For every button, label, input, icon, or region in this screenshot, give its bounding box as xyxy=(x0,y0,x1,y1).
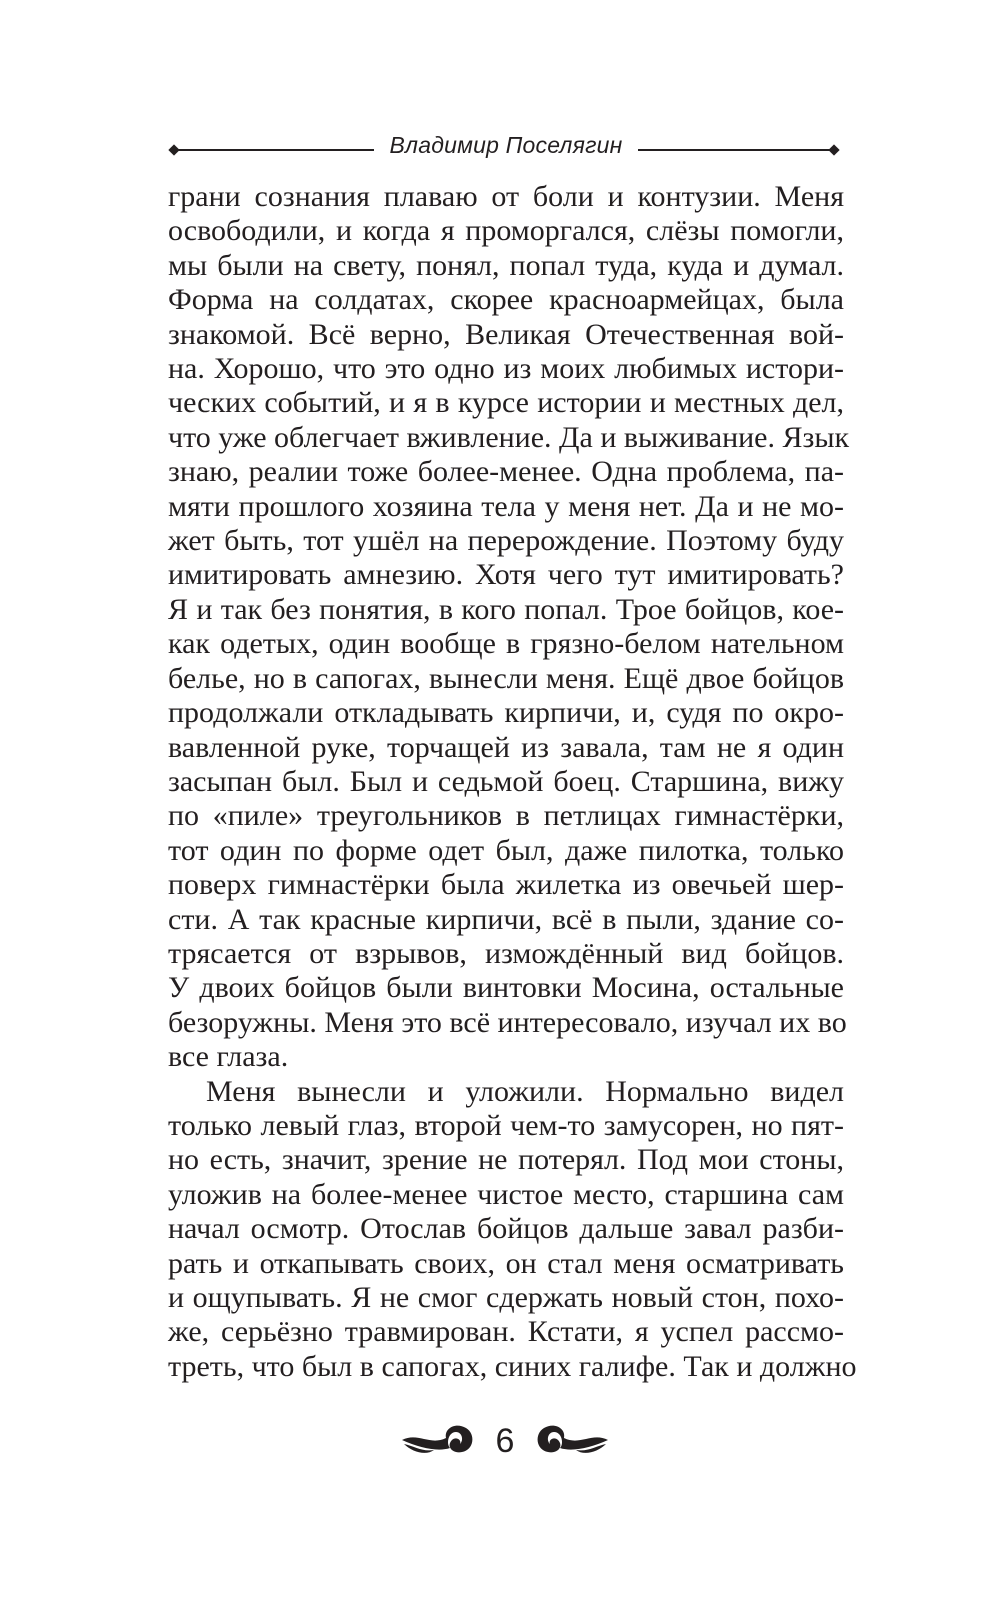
text-line: начал осмотр. Отослав бойцов дальше завал разби- xyxy=(168,1212,844,1246)
text-line: трясается от взрывов, измождённый вид бойцов. xyxy=(168,936,844,970)
text-line: мяти прошлого хозяина тела у меня нет. Да и не мо- xyxy=(168,489,844,523)
page-body xyxy=(168,180,857,1384)
right-flourish-icon xyxy=(530,1418,610,1462)
text-line: мы были на свету, понял, попал туда, куда и думал. xyxy=(168,248,844,282)
text-line: же, серьёзно травмирован. Кстати, я успел рассмо- xyxy=(168,1315,844,1349)
header-rule-left xyxy=(174,149,374,151)
left-flourish-icon xyxy=(400,1418,480,1462)
text-line: знакомой. Всё верно, Великая Отечественная вой- xyxy=(168,317,844,351)
text-line: тот один по форме одет был, даже пилотка, только xyxy=(168,833,844,867)
text-line: на. Хорошо, что это одно из моих любимых истори- xyxy=(168,352,844,386)
text-line: уложив на более-менее чистое место, старшина сам xyxy=(168,1177,844,1211)
text-line: освободили, и когда я проморгался, слёзы помогли, xyxy=(168,214,844,248)
page-number: 6 xyxy=(495,1422,515,1460)
text-line: но есть, значит, зрение не потерял. Под мои стоны, xyxy=(168,1143,844,1177)
text-line: имитировать амнезию. Хотя чего тут имитировать? xyxy=(168,558,844,592)
text-line: знаю, реалии тоже более-менее. Одна проблема, па- xyxy=(168,455,844,489)
text-line: белье, но в сапогах, вынесли меня. Ещё двое бойцов xyxy=(168,661,844,695)
text-line: сти. А так красные кирпичи, всё в пыли, здание со- xyxy=(168,902,844,936)
header-rule-right xyxy=(638,149,834,151)
running-title: Владимир Поселягин xyxy=(389,132,623,158)
text-line: и ощупывать. Я не смог сдержать новый стон, похо- xyxy=(168,1281,844,1314)
text-line: как одетых, один вообще в грязно-белом нательном xyxy=(168,627,844,661)
text-line: что уже облегчает вживление. Да и выживание. Язык xyxy=(168,420,850,454)
text-line: по «пиле» треугольников в петлицах гимнастёрки, xyxy=(168,799,844,833)
text-line: ческих событий, и я в курсе истории и местных дел, xyxy=(168,386,844,420)
text-line: вавленной руке, торчащей из завала, там не я один xyxy=(168,730,844,764)
text-line: У двоих бойцов были винтовки Мосина, остальные xyxy=(168,971,844,1005)
text-line: Меня вынесли и уложили. Нормально видел xyxy=(206,1074,844,1108)
text-line: треть, что был в сапогах, синих галифе. Так и должно xyxy=(168,1349,857,1383)
text-line: все глаза. xyxy=(168,1040,289,1074)
text-line: Форма на солдатах, скорее красноармейцах, была xyxy=(168,283,844,317)
text-line: грани сознания плаваю от боли и контузии. Меня xyxy=(168,180,844,213)
diamond-ornament-icon xyxy=(828,144,839,155)
page-footer xyxy=(400,1414,610,1474)
running-header xyxy=(168,128,842,160)
paragraph xyxy=(168,180,850,1075)
text-line: поверх гимнастёрки была жилетка из овечьей шер- xyxy=(168,868,844,902)
text-line: рать и откапывать своих, он стал меня осматривать xyxy=(168,1246,844,1280)
text-line: засыпан был. Был и седьмой боец. Старшина, вижу xyxy=(168,764,844,798)
paragraph xyxy=(168,1074,857,1385)
text-line: Я и так без понятия, в кого попал. Трое бойцов, кое- xyxy=(168,592,844,626)
text-line: только левый глаз, второй чем-то замусорен, но пят- xyxy=(168,1108,844,1142)
text-line: жет быть, тот ушёл на перерождение. Поэтому буду xyxy=(168,524,844,558)
text-line: безоружны. Меня это всё интересовало, изучал их во xyxy=(168,1005,847,1039)
text-line: продолжали откладывать кирпичи, и, судя по окро- xyxy=(168,696,844,730)
